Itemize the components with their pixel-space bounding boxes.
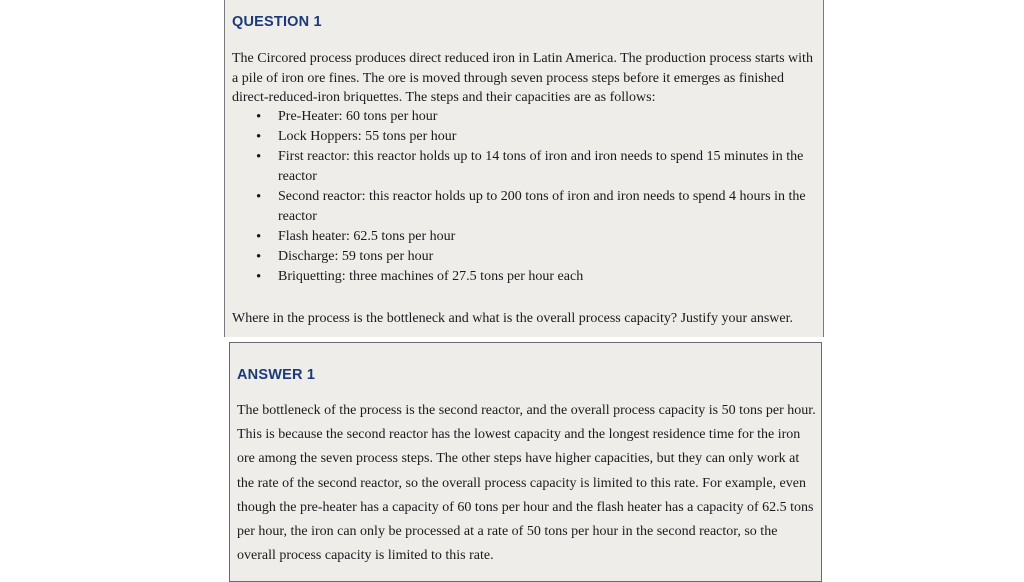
list-item: • Lock Hoppers: 55 tons per hour — [278, 127, 813, 147]
answer-text: The bottleneck of the process is the second reactor, and the overall process capacity is 50 tons per hour. This is because the second reactor has the lowest capacity and the longest residence time for the iron ore among the seven process steps. The other steps have higher capacities, but they can only work at the rate of the second reactor, so the overall process capacity is limited to this rate. For example, even though the pre-heater has a capacity of 60 tons per hour and the flash heater has a capacity of 62.5 tons per hour, the iron can only be processed at a rate of 50 tons per hour in the second reactor, so the overall process capacity is limited to this rate. — [237, 403, 816, 564]
answer-heading: ANSWER 1 — [237, 367, 316, 383]
list-item: • First reactor: this reactor holds up to 14 tons of iron and iron needs to spend 15 minutes in the reactor — [278, 147, 813, 187]
answer-panel — [229, 342, 822, 582]
list-item: • Flash heater: 62.5 tons per hour — [278, 227, 813, 247]
list-item: • Briquetting: three machines of 27.5 tons per hour each — [278, 267, 813, 287]
list-item: • Second reactor: this reactor holds up to 200 tons of iron and iron needs to spend 4 hours in the reactor — [278, 187, 813, 227]
list-item: • Discharge: 59 tons per hour — [278, 247, 813, 267]
question-panel — [224, 0, 824, 337]
question-intro: The Circored process produces direct reduced iron in Latin America. The production process starts with a pile of iron ore fines. The ore is moved through seven process steps before it emerges as finished direct-reduced-iron briquettes. The steps and their capacities are as follows: — [232, 51, 813, 105]
process-steps-list — [278, 107, 813, 287]
question-heading: QUESTION 1 — [232, 14, 322, 30]
list-item: • Pre-Heater: 60 tons per hour — [278, 107, 813, 127]
question-prompt: Where in the process is the bottleneck and what is the overall process capacity? Justify your answer. — [232, 311, 793, 326]
